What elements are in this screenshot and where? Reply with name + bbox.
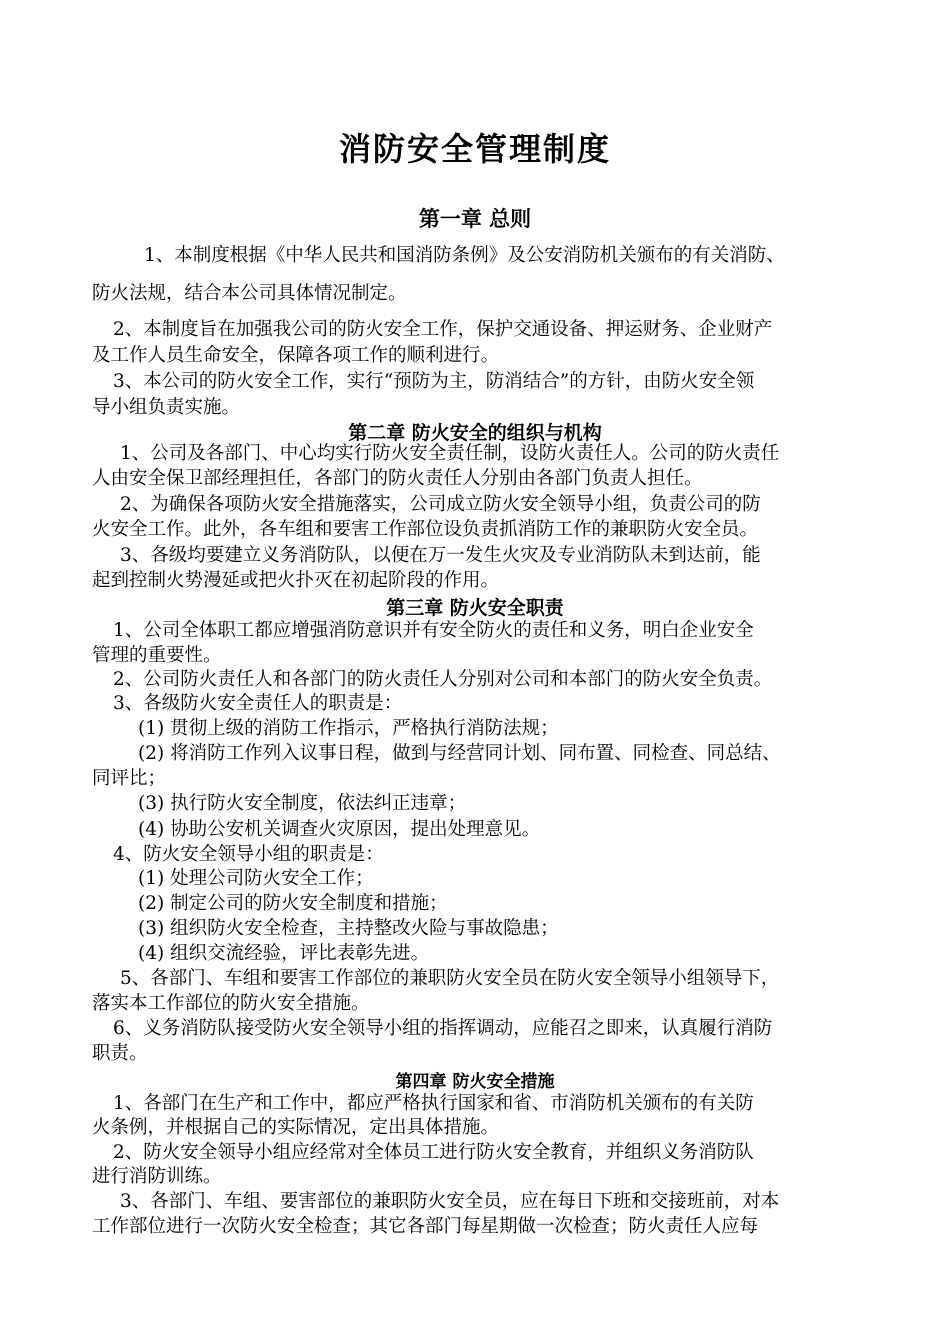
- ch1-line-5: 3、本公司的防火安全工作，实行“预防为主，防消结合”的方针，由防火安全领: [113, 371, 755, 392]
- ch3-line-12: (2) 制定公司的防火安全制度和措施；: [138, 893, 448, 914]
- ch4-line-5: 3、各部门、车组、要害部位的兼职防火安全员，应在每日下班和交接班前，对本: [120, 1191, 780, 1212]
- ch3-line-10: 4、防火安全领导小组的职责是：: [113, 844, 384, 865]
- ch4-line-6: 工作部位进行一次防火安全检查；其它各部门每星期做一次检查；防火责任人应每: [92, 1216, 759, 1237]
- ch3-line-2: 管理的重要性。: [92, 645, 222, 666]
- ch4-line-3: 2、防火安全领导小组应经常对全体员工进行防火安全教育，并组织义务消防队: [113, 1142, 754, 1163]
- ch3-line-7: 同评比；: [92, 768, 167, 789]
- ch3-line-16: 落实本工作部位的防火安全措施。: [92, 993, 370, 1014]
- ch3-line-3: 2、公司防火责任人和各部门的防火责任人分别对公司和本部门的防火安全负责。: [113, 669, 773, 690]
- page-title: 消防安全管理制度: [338, 130, 611, 168]
- ch4-line-2: 火条例，并根据自己的实际情况，定出具体措施。: [92, 1117, 500, 1138]
- ch3-line-11: (1) 处理公司防火安全工作；: [138, 868, 374, 889]
- chapter-4-heading: 第四章 防火安全措施: [395, 1072, 555, 1092]
- ch2-line-3: 2、为确保各项防火安全措施落实，公司成立防火安全领导小组，负责公司的防: [120, 494, 761, 515]
- ch3-line-8: (3) 执行防火安全制度，依法纠正违章；: [138, 793, 467, 814]
- ch1-line-3: 2、本制度旨在加强我公司的防火安全工作，保护交通设备、押运财务、企业财产: [113, 319, 773, 340]
- ch1-line-6: 导小组负责实施。: [92, 397, 241, 418]
- ch4-line-1: 1、各部门在生产和工作中，都应严格执行国家和省、市消防机关颁布的有关防: [113, 1093, 754, 1114]
- ch1-line-1: 1、本制度根据《中华人民共和国消防条例》及公安消防机关颁布的有关消防、: [144, 245, 785, 266]
- ch2-line-1: 1、公司及各部门、中心均实行防火安全责任制，设防火责任人。公司的防火责任: [120, 443, 780, 464]
- ch4-line-4: 进行消防训练。: [92, 1166, 222, 1187]
- ch3-line-6: (2) 将消防工作列入议事日程，做到与经营同计划、同布置、同检查、同总结、: [138, 743, 781, 764]
- chapter-2-heading: 第二章 防火安全的组织与机构: [348, 422, 602, 444]
- chapter-3-heading: 第三章 防火安全职责: [386, 597, 564, 619]
- ch2-line-6: 起到控制火势漫延或把火扑灭在初起阶段的作用。: [92, 570, 500, 591]
- ch1-line-4: 及工作人员生命安全，保障各项工作的顺利进行。: [92, 345, 500, 366]
- ch3-line-17: 6、义务消防队接受防火安全领导小组的指挥调动，应能召之即来，认真履行消防: [113, 1018, 773, 1039]
- ch3-line-9: (4) 协助公安机关调查火灾原因，提出处理意见。: [138, 819, 541, 840]
- ch3-line-14: (4) 组织交流经验，评比表彰先进。: [138, 943, 430, 964]
- chapter-1-heading: 第一章 总则: [418, 207, 532, 231]
- ch3-line-13: (3) 组织防火安全检查，主持整改火险与事故隐患；: [138, 918, 559, 939]
- ch3-line-15: 5、各部门、车组和要害工作部位的兼职防火安全员在防火安全领导小组领导下，: [120, 968, 780, 989]
- ch3-line-5: (1) 贯彻上级的消防工作指示，严格执行消防法规；: [138, 718, 559, 739]
- ch2-line-5: 3、各级均要建立义务消防队，以便在万一发生火灾及专业消防队未到达前，能: [120, 545, 761, 566]
- ch1-line-2: 防火法规，结合本公司具体情况制定。: [92, 283, 407, 304]
- ch2-line-4: 火安全工作。此外，各车组和要害工作部位设负责抓消防工作的兼职防火安全员。: [92, 519, 759, 540]
- ch3-line-1: 1、公司全体职工都应增强消防意识并有安全防火的责任和义务，明白企业安全: [113, 620, 754, 641]
- ch2-line-2: 人由安全保卫部经理担任，各部门的防火责任人分别由各部门负责人担任。: [92, 468, 703, 489]
- ch3-line-18: 职责。: [92, 1043, 148, 1064]
- ch3-line-4: 3、各级防火安全责任人的职责是：: [113, 693, 403, 714]
